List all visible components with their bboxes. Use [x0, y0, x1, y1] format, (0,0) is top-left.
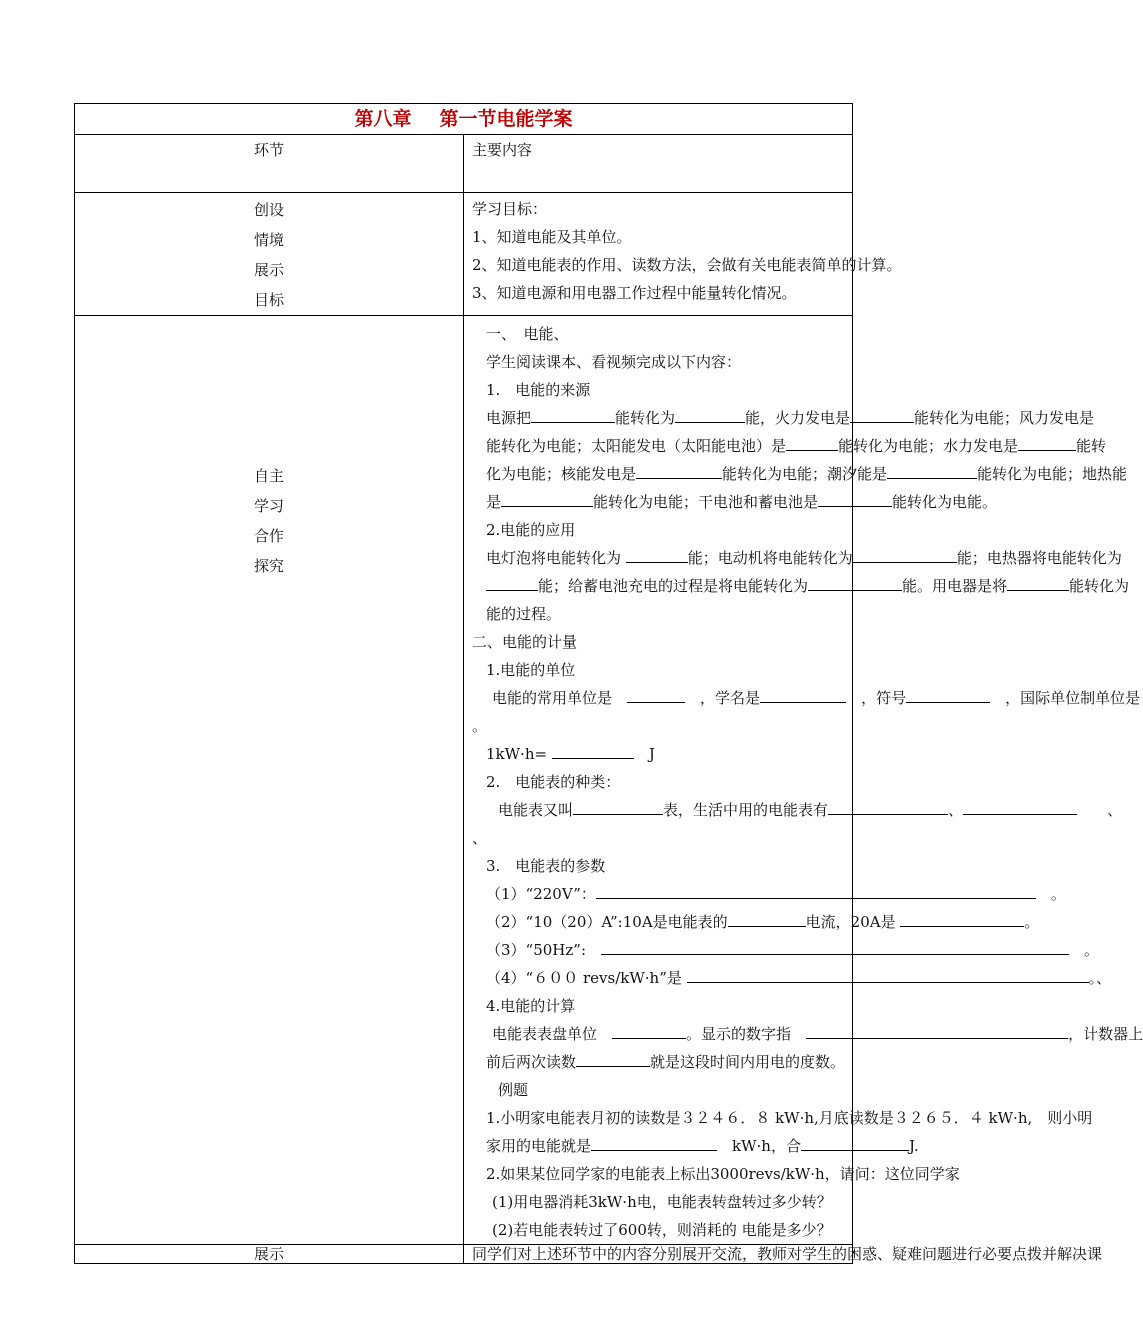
goals-content: 学习目标： 1、知道电能及其单位。 2、知道电能表的作用、读数方法，会做有关电能表简单的计算。 3、知道电源和用电器工作过程中能量转化情况。	[464, 193, 853, 316]
show-label: 展示	[75, 1245, 464, 1264]
lesson-table	[74, 103, 1143, 1264]
self-study-content: 一、 电能、 学生阅读课本、看视频完成以下内容： 1. 电能的来源 电源把 能转化为 能，火力发电是 能转化为电能；风力发电是 能转化为电能；太阳能发电（太阳能电池）是 能转化为电能；水力发电是 能转 化为电能；核能发电是 能转化为电能；潮汐能是 能转化为电能；地热能 是 能转化为电能；干电池和蓄电池是 能转化为电能。 2.电能的应用 电灯泡将电能转化为 能；电动机将电能转化为 能；电热器将电能转化为 能；给蓄电池充电的过程是将电能转化为 能。用电器是将 能转化为 能的过程。 二、电能的计量 1.电能的单位 电能的常用单位是 ，学名是 ，符号 ，国际单位制单位是 。 1kW·h= J 2. 电能表的种类： 电能表又叫 表，生活中用的电能表有 、 、 、 3. 电能表的参数 （1）“220V”： 。 （2）“10（20）A”:10A是电能表的 电流，20A是 。 （3）“50Hz”: 。 （4）“６００ revs/kW·h”是 。、 4.电能的计算 电能表表盘单位 。显示的数字指 ，计数器上 前后两次读数 就是这段时间内用电的度数。 例题 1.小明家电能表月初的读数是３２４６．８ kW·h,月底读数是３２６５．４ kW·h, 则小明 家用的电能就是 kW·h，合 J. 2.如果某位同学家的电能表上标出3000revs/kW·h，请问：这位同学家 (1)用电器消耗3kW·h电，电能表转盘转过多少转？ (2)若电能表转过了600转，则消耗的 电能是多少？	[464, 316, 853, 1245]
goals-label: 创设 情境 展示 目标	[75, 193, 464, 316]
header-content: 主要内容	[464, 135, 853, 193]
section-title: 第一节电能学案	[439, 108, 573, 130]
self-study-label: 自主 学习 合作 探究	[75, 316, 464, 1245]
chapter-title: 第八章	[354, 108, 412, 130]
worksheet	[74, 103, 1143, 1263]
show-content: 同学们对上述环节中的内容分别展开交流，教师对学生的困惑、疑难问题进行必要点拨并解决课	[464, 1245, 853, 1264]
page-title	[75, 104, 853, 135]
header-label: 环节	[75, 135, 464, 193]
